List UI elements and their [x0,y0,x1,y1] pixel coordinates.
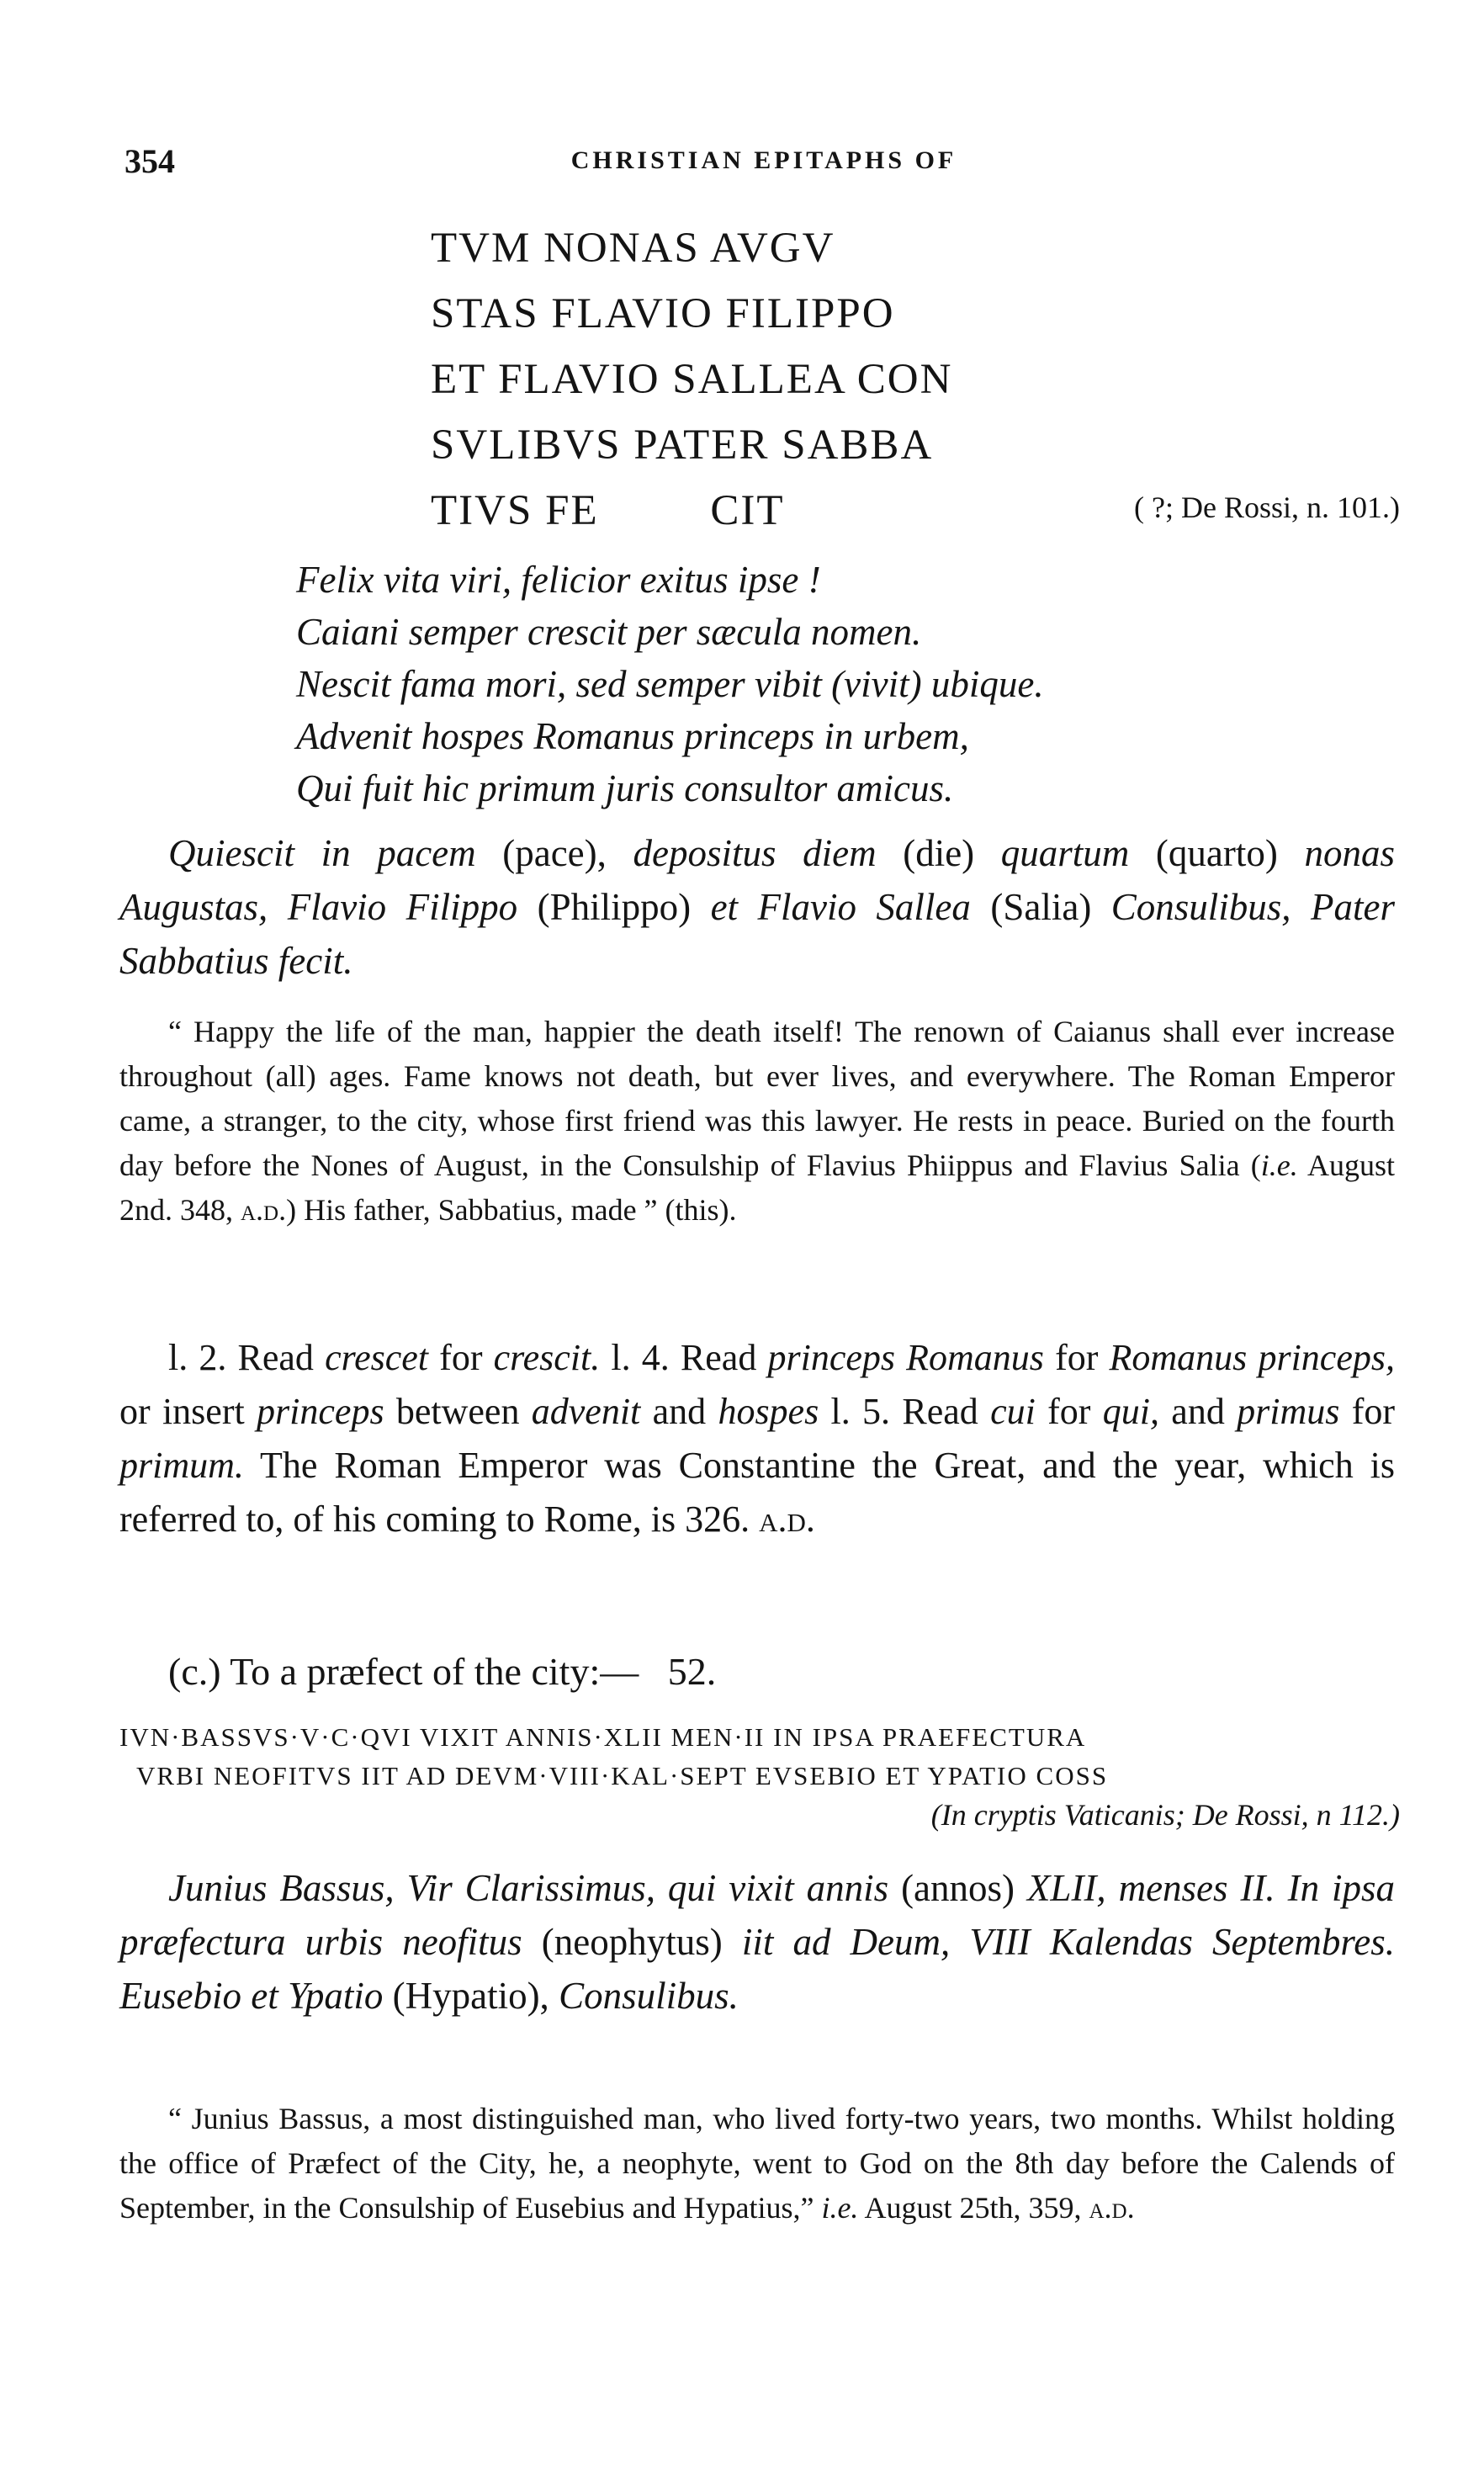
inscription-citation: ( ?; De Rossi, n. 101.) [1134,491,1400,524]
inscription-line: ET FLAVIO SALLEA CON [431,356,953,403]
editorial-notes: l. 2. Read crescet for crescit. l. 4. Read princeps Romanus for Romanus princeps, or insert princeps between advenit and hospes l. 5. Read cui for qui, and primus for primum. The Roman Emperor was Constantine the Great, and the year, which is referred to, of his coming to Rome, is 326. a.d. [119,1337,1396,1540]
running-title: CHRISTIAN EPITAPHS OF [570,146,957,174]
inscription-line: SVLIBVS PATER SABBA [431,422,934,469]
section-number: 52. [667,1650,717,1693]
inscription-line: IVN·BASSVS·V·C·QVI VIXIT ANNIS·XLII MEN·II IN IPSA PRAEFECTURA [119,1722,1087,1752]
verse-line: Qui fuit hic primum juris consultor amicus. [296,767,954,809]
page-header [125,141,1403,192]
inscription-line: TIVS FE CIT [431,487,785,534]
verse-line: Felix vita viri, felicior exitus ipse ! [296,559,821,601]
inscription-line: TVM NONAS AVGV [431,225,835,272]
latin-prose-1: Quiescit in pacem (pace), depositus diem (die) quartum (quarto) nonas Augustas, Flavio Filippo (Philippo) et Flavio Sallea (Salia) Consulibus, Pater Sabbatius fecit. [119,832,1395,982]
verse-line: Nescit fama mori, sed semper vibit (vivit) ubique. [296,663,1044,705]
verse-line: Advenit hospes Romanus princeps in urbem, [296,715,969,757]
inscription-line: STAS FLAVIO FILIPPO [431,290,895,337]
section-title: (c.) To a præfect of the city:— [168,1650,639,1693]
page-number: 354 [125,142,175,180]
inscription-citation: (In cryptis Vaticanis; De Rossi, n 112.) [930,1798,1400,1832]
section-heading [168,1649,716,1694]
latin-prose-2: Junius Bassus, Vir Clarissimus, qui vixit annis (annos) XLII, menses II. In ipsa præfectura urbis neofitus (neophytus) iit ad Deum, VIII Kalendas Septembres. Eusebio et Ypatio (Hypatio), Consulibus. [119,1867,1395,2017]
english-translation-1: “ Happy the life of the man, happier the death itself! The renown of Caianus shall ever increase throughout (all) ages. Fame knows not death, but ever lives, and everywhere. The Roman Emperor came, a stranger, to the city, whose first friend was this lawyer. He rests in peace. Buried on the fourth day before the Nones of August, in the Consulship of Flavius Phiippus and Flavius Salia (i.e. August 2nd. 348, a.d.) His father, Sabbatius, made ” (this). [119,1015,1395,1227]
english-translation-2: “ Junius Bassus, a most distinguished man, who lived forty-two years, two months. Whilst holding the office of Præfect of the City, he, a neophyte, went to God on the 8th day before the Calends of September, in the Consulship of Eusebius and Hypatius,” i.e. August 25th, 359, a.d. [119,2102,1395,2225]
verse-line: Caiani semper crescit per sæcula nomen. [296,611,922,653]
inscription-line: VRBI NEOFITVS IIT AD DEVM·VIII·KAL·SEPT EVSEBIO ET YPATIO COSS [136,1761,1109,1790]
